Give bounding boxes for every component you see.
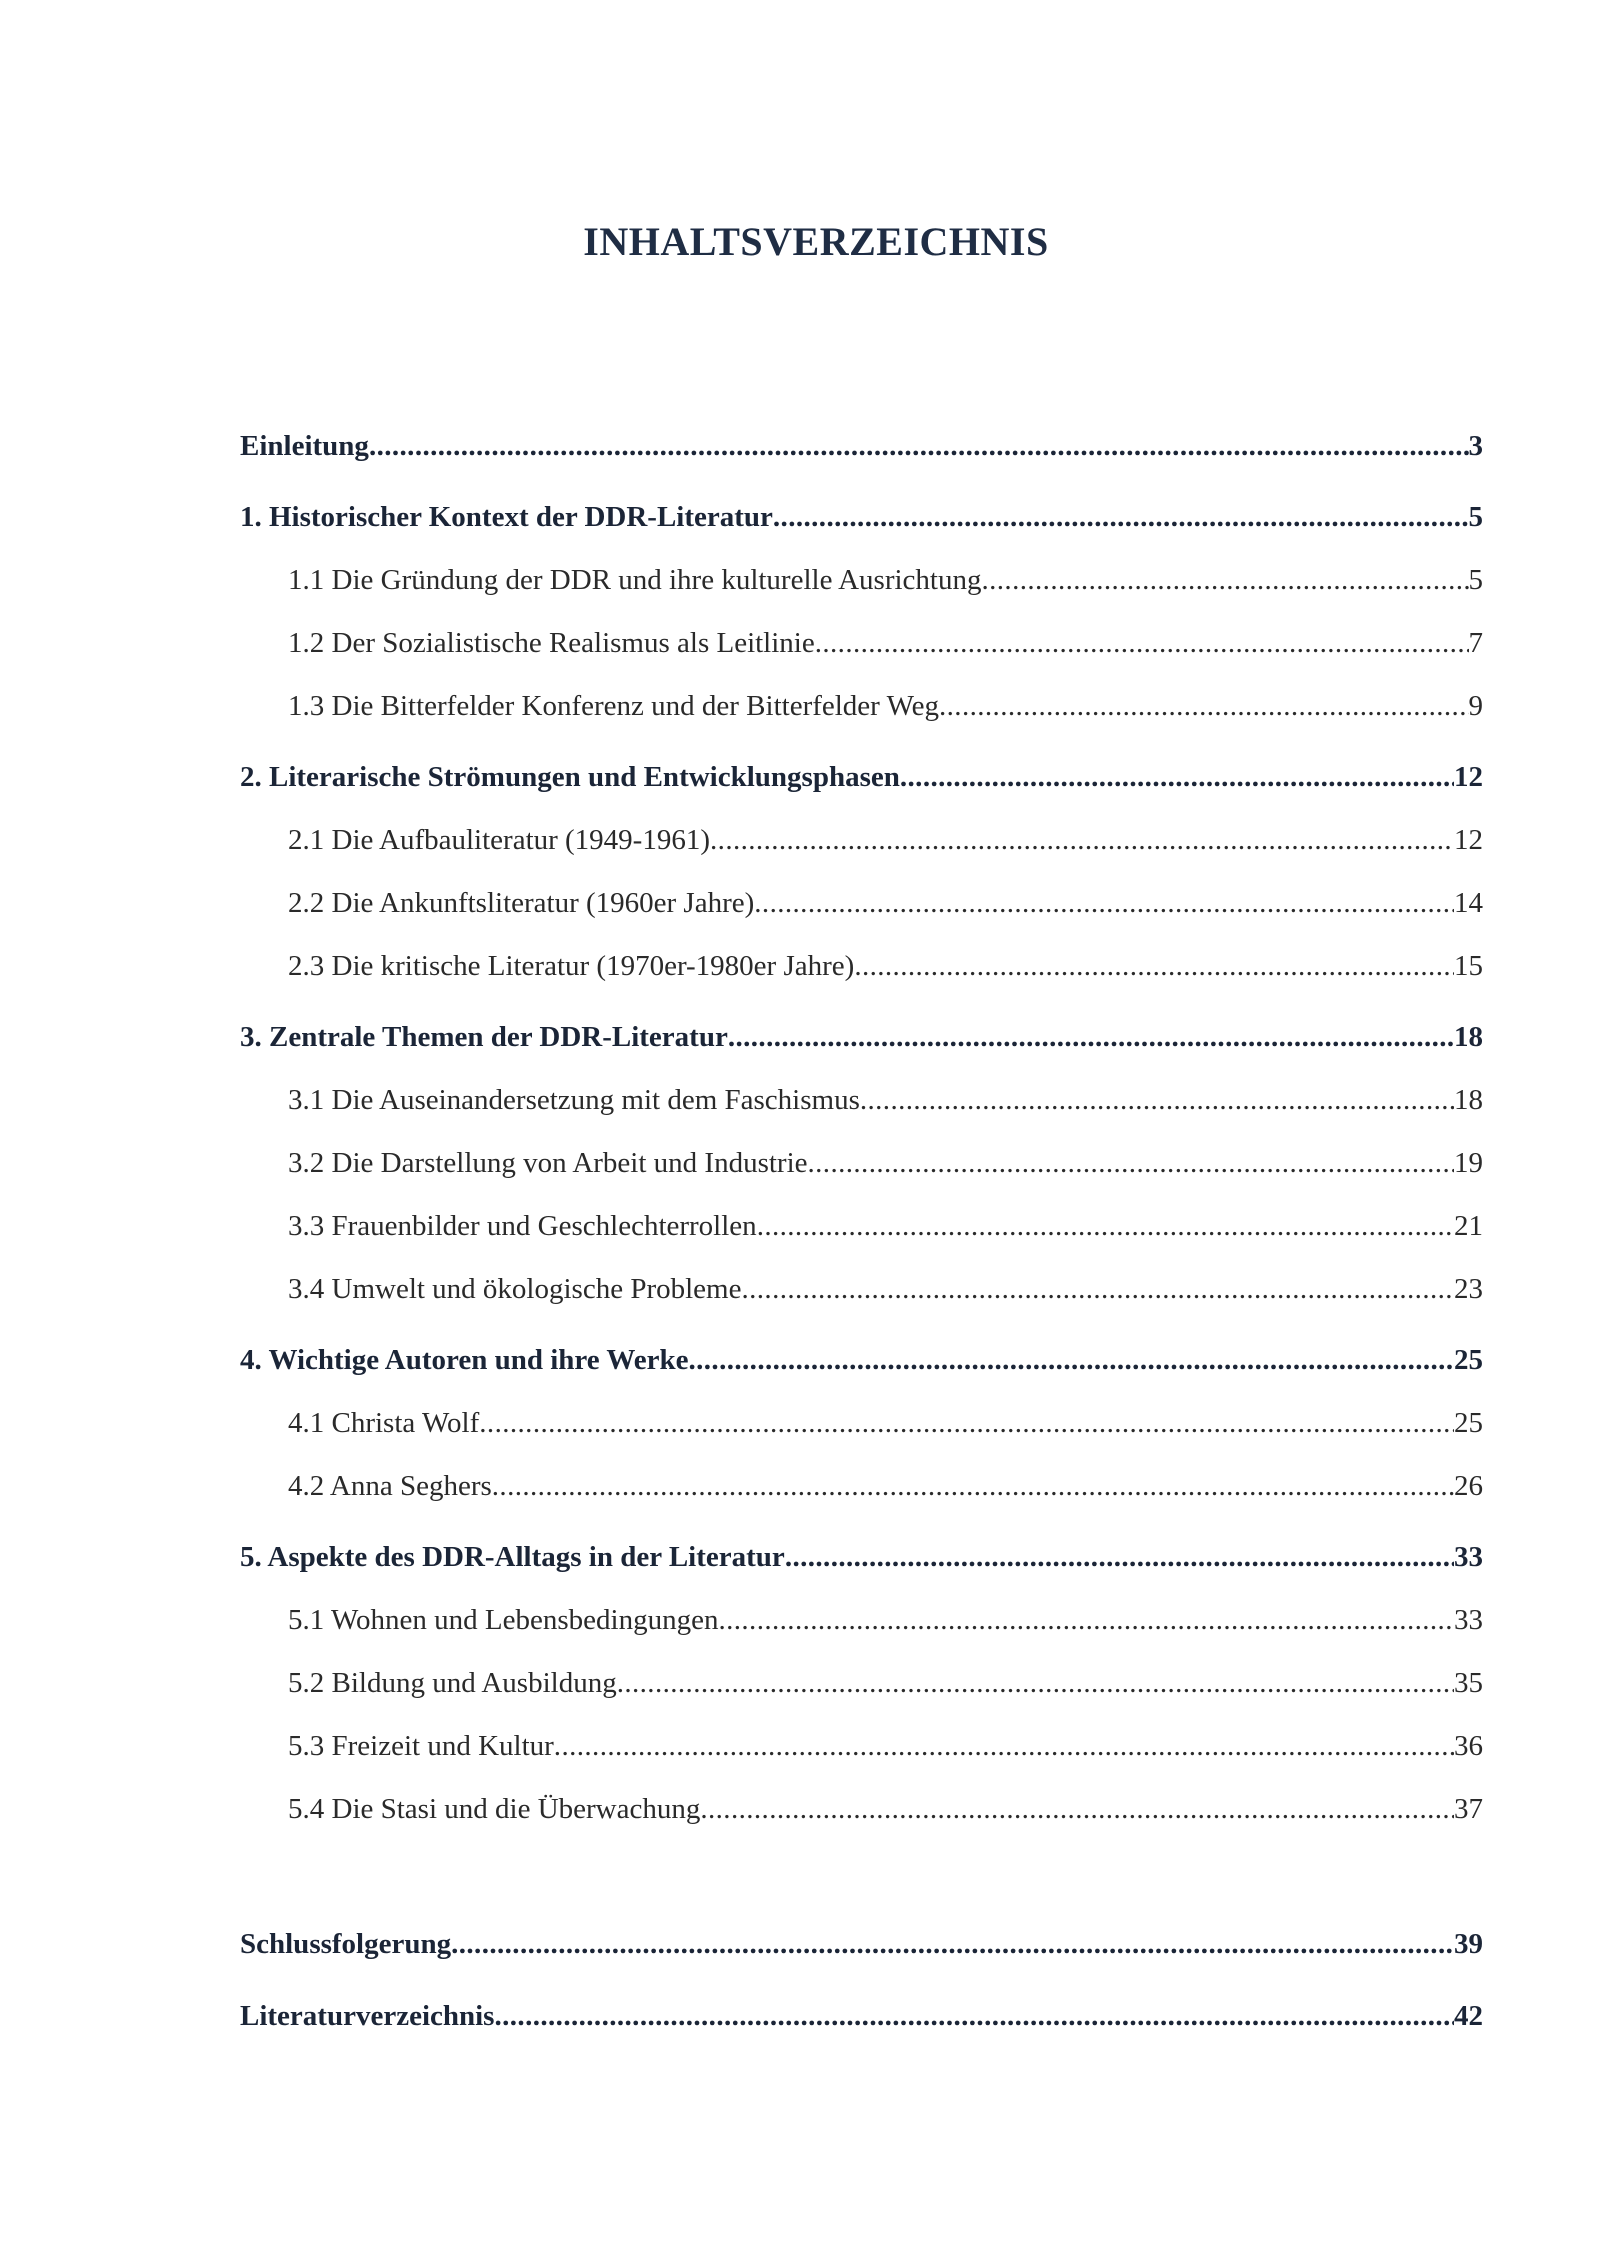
toc-entry-label: 1. Historischer Kontext der DDR-Literatur (240, 501, 773, 533)
toc-entry-chapter-3[interactable] (240, 1017, 1483, 1057)
toc-entry-5-1[interactable] (288, 1600, 1483, 1640)
toc-entry-page: 15 (1454, 950, 1483, 982)
toc-entry-chapter-1[interactable] (240, 497, 1483, 537)
toc-entry-2-2[interactable] (288, 883, 1483, 923)
dot-leader (718, 1600, 1454, 1640)
toc-entry-label: 2. Literarische Strömungen und Entwicklungsphasen (240, 761, 900, 793)
toc-entry-4-1[interactable] (288, 1403, 1483, 1443)
toc-entry-page: 14 (1454, 887, 1483, 919)
toc-entry-label: 1.1 Die Gründung der DDR und ihre kulturelle Ausrichtung (288, 564, 982, 596)
toc-entry-2-3[interactable] (288, 946, 1483, 986)
toc-entry-page: 18 (1454, 1084, 1483, 1116)
toc-entry-chapter-4[interactable] (240, 1340, 1483, 1380)
toc-entry-chapter-5[interactable] (240, 1537, 1483, 1577)
dot-leader (554, 1726, 1454, 1766)
toc-entry-page: 19 (1454, 1147, 1483, 1179)
toc-entry-page: 3 (1468, 430, 1483, 462)
toc-entry-einleitung[interactable] (240, 426, 1483, 466)
toc-entry-page: 33 (1454, 1604, 1483, 1636)
toc-entry-label: 4.2 Anna Seghers (288, 1470, 492, 1502)
toc-entry-page: 33 (1454, 1541, 1483, 1573)
toc-entry-3-2[interactable] (288, 1143, 1483, 1183)
dot-leader (741, 1269, 1454, 1309)
dot-leader (369, 426, 1469, 466)
toc-entry-page: 12 (1454, 824, 1483, 856)
toc-entry-chapter-2[interactable] (240, 757, 1483, 797)
toc-entry-page: 36 (1454, 1730, 1483, 1762)
dot-leader (860, 1080, 1454, 1120)
dot-leader (710, 820, 1454, 860)
toc-entry-schlussfolgerung[interactable] (240, 1924, 1483, 1964)
toc-entry-3-3[interactable] (288, 1206, 1483, 1246)
toc-entry-1-2[interactable] (288, 623, 1483, 663)
toc-entry-label: 5. Aspekte des DDR-Alltags in der Literatur (240, 1541, 785, 1573)
toc-entry-label: 4.1 Christa Wolf (288, 1407, 480, 1439)
page-title: INHALTSVERZEICHNIS (583, 219, 1049, 264)
dot-leader (617, 1663, 1454, 1703)
toc-entry-label: Literaturverzeichnis (240, 2000, 495, 2032)
toc-entry-page: 35 (1454, 1667, 1483, 1699)
dot-leader (773, 497, 1469, 537)
dot-leader (939, 686, 1469, 726)
toc-entry-label: 3.4 Umwelt und ökologische Probleme (288, 1273, 742, 1305)
toc-entry-2-1[interactable] (288, 820, 1483, 860)
toc-entry-page: 42 (1454, 2000, 1483, 2032)
toc-entry-label: 1.2 Der Sozialistische Realismus als Leitlinie (288, 627, 815, 659)
dot-leader (785, 1537, 1454, 1577)
toc-entry-label: 2.3 Die kritische Literatur (1970er-1980er Jahre) (288, 950, 855, 982)
toc-entry-label: 1.3 Die Bitterfelder Konferenz und der Bitterfelder Weg (288, 690, 939, 722)
dot-leader (757, 1206, 1454, 1246)
toc-entry-literaturverzeichnis[interactable] (240, 1996, 1483, 2036)
toc-entry-page: 39 (1454, 1928, 1483, 1960)
toc-entry-label: Schlussfolgerung (240, 1928, 452, 1960)
dot-leader (494, 1996, 1454, 2036)
toc-entry-page: 25 (1454, 1344, 1483, 1376)
toc-entry-5-4[interactable] (288, 1789, 1483, 1829)
dot-leader (815, 623, 1469, 663)
toc-entry-page: 23 (1454, 1273, 1483, 1305)
dot-leader (900, 757, 1454, 797)
toc-entry-1-1[interactable] (288, 560, 1483, 600)
dot-leader (688, 1340, 1454, 1380)
dot-leader (981, 560, 1468, 600)
toc-entry-page: 9 (1468, 690, 1483, 722)
toc-entry-label: 5.1 Wohnen und Lebensbedingungen (288, 1604, 719, 1636)
dot-leader (754, 883, 1454, 923)
toc-entry-4-2[interactable] (288, 1466, 1483, 1506)
toc-entry-page: 37 (1454, 1793, 1483, 1825)
dot-leader (479, 1403, 1454, 1443)
toc-entry-label: 5.4 Die Stasi und die Überwachung (288, 1793, 701, 1825)
toc-entry-page: 18 (1454, 1021, 1483, 1053)
toc-entry-page: 12 (1454, 761, 1483, 793)
toc-entry-label: 2.2 Die Ankunftsliteratur (1960er Jahre) (288, 887, 755, 919)
toc-entry-label: 5.2 Bildung und Ausbildung (288, 1667, 617, 1699)
toc-entry-label: Einleitung (240, 430, 369, 462)
dot-leader (700, 1789, 1454, 1829)
toc-entry-label: 5.3 Freizeit und Kultur (288, 1730, 554, 1762)
dot-leader (854, 946, 1454, 986)
toc-entry-label: 3.2 Die Darstellung von Arbeit und Industrie (288, 1147, 808, 1179)
dot-leader (492, 1466, 1454, 1506)
toc-entry-page: 5 (1468, 501, 1483, 533)
toc-entry-page: 26 (1454, 1470, 1483, 1502)
toc-entry-label: 4. Wichtige Autoren und ihre Werke (240, 1344, 689, 1376)
toc-entry-3-4[interactable] (288, 1269, 1483, 1309)
toc-entry-page: 21 (1454, 1210, 1483, 1242)
toc-entry-5-2[interactable] (288, 1663, 1483, 1703)
toc-entry-label: 3.3 Frauenbilder und Geschlechterrollen (288, 1210, 757, 1242)
dot-leader (728, 1017, 1454, 1057)
dot-leader (808, 1143, 1455, 1183)
toc-entry-label: 3. Zentrale Themen der DDR-Literatur (240, 1021, 728, 1053)
toc-entry-page: 25 (1454, 1407, 1483, 1439)
toc-entry-label: 3.1 Die Auseinandersetzung mit dem Faschismus (288, 1084, 860, 1116)
toc-entry-1-3[interactable] (288, 686, 1483, 726)
toc-entry-5-3[interactable] (288, 1726, 1483, 1766)
toc-entry-page: 7 (1468, 627, 1483, 659)
toc-entry-page: 5 (1468, 564, 1483, 596)
toc-entry-label: 2.1 Die Aufbauliteratur (1949-1961) (288, 824, 711, 856)
toc-entry-3-1[interactable] (288, 1080, 1483, 1120)
dot-leader (451, 1924, 1454, 1964)
